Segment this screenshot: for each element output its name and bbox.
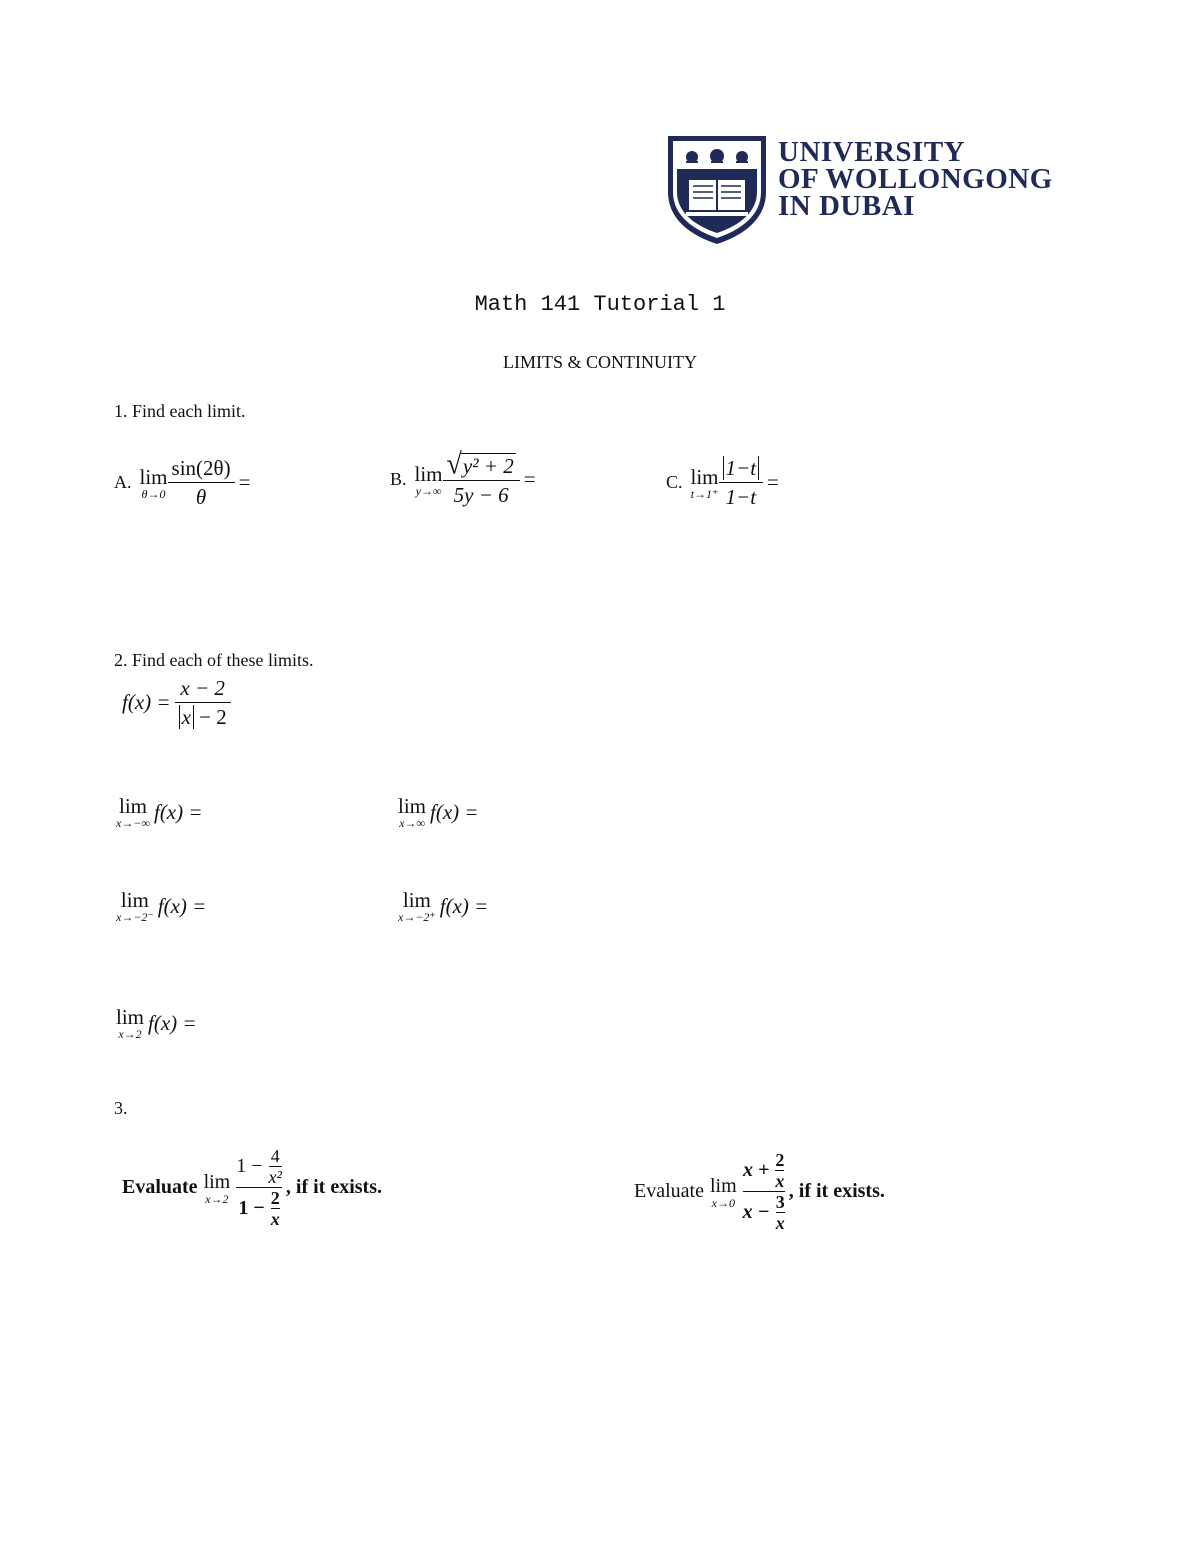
function-lhs: f(x) = [122, 690, 171, 714]
lim-subscript: x→∞ [399, 816, 425, 830]
if-exists-text: , if it exists. [285, 1176, 382, 1198]
equals-sign: = [238, 470, 251, 494]
logo-line-1: UNIVERSITY [778, 136, 966, 168]
university-logo [664, 132, 1074, 247]
numerator: x − 2 [180, 676, 225, 700]
inner-denominator: x [775, 1213, 785, 1233]
compound-denominator [743, 1192, 785, 1233]
q1-a-label: A. [114, 472, 132, 492]
limit-operator [415, 463, 443, 497]
lim-word: lim [118, 794, 147, 818]
q1-prompt: 1. Find each limit. [114, 401, 246, 421]
numerator-one: 1 − [236, 1155, 263, 1177]
denominator [175, 703, 231, 729]
limit-operator [204, 1171, 231, 1205]
compound-denominator [238, 1188, 279, 1229]
numerator [443, 448, 520, 481]
absolute-value: 1−t [723, 456, 760, 480]
q1-b-label: B. [390, 469, 407, 489]
limit-expression: f(x) = [153, 799, 203, 824]
fraction [719, 456, 764, 509]
inner-denominator: x² [268, 1167, 282, 1187]
q2-limit-4 [398, 889, 488, 923]
lim-subscript: x→−2⁻ [116, 910, 154, 924]
radicand: y² + 2 [462, 454, 514, 478]
lim-word: lim [203, 1170, 231, 1193]
if-exists-text: , if it exists. [788, 1180, 885, 1202]
lim-subscript: x→2 [118, 1027, 142, 1041]
logo-line-3: IN DUBAI [778, 190, 915, 222]
evaluate-label: Evaluate [122, 1176, 198, 1198]
lim-subscript: x→−∞ [116, 816, 150, 830]
inner-numerator: 3 [775, 1192, 785, 1212]
inner-denominator: x [775, 1171, 785, 1191]
equals-sign: = [767, 470, 779, 494]
limit-expression: f(x) = [439, 893, 489, 918]
numerator [719, 456, 764, 482]
page-title: Math 141 Tutorial 1 [474, 292, 726, 317]
denominator-x: x − [742, 1201, 770, 1223]
q2-function-definition [122, 676, 231, 729]
numerator: sin(2θ) [171, 456, 231, 480]
compound-fraction [743, 1150, 785, 1233]
limit-operator [116, 889, 154, 923]
lim-subscript: y→∞ [415, 483, 442, 498]
fraction [443, 448, 520, 507]
limit-expression: f(x) = [148, 1010, 197, 1035]
evaluate-label: Evaluate [634, 1180, 704, 1202]
numerator-x: x + [743, 1159, 770, 1181]
q2-limit-1 [116, 795, 203, 829]
page-subtitle: LIMITS & CONTINUITY [503, 352, 697, 372]
inner-fraction [776, 1192, 785, 1233]
inner-numerator: 2 [270, 1188, 280, 1208]
inner-fraction [269, 1146, 282, 1187]
lim-word: lim [398, 794, 427, 818]
lim-word: lim [414, 461, 443, 486]
limit-operator [691, 466, 719, 500]
fraction [168, 456, 235, 509]
lim-word: lim [690, 464, 719, 489]
lim-word: lim [402, 888, 431, 912]
lim-subscript: x→0 [711, 1195, 735, 1210]
q2-prompt: 2. Find each of these limits. [114, 650, 314, 670]
limit-operator [140, 466, 168, 500]
lim-subscript: t→1⁺ [690, 486, 719, 501]
q2-limit-2 [398, 795, 479, 829]
logo-line-2: OF WOLLONGONG [778, 163, 1053, 195]
radical-sign-icon: √ [446, 448, 462, 481]
q1-c-label: C. [666, 472, 683, 492]
lim-subscript: x→2 [205, 1191, 229, 1206]
equals-sign: = [523, 467, 536, 491]
denominator: θ [195, 485, 207, 509]
absolute-value: x [179, 705, 194, 729]
crest-icon [664, 132, 770, 246]
fraction [175, 676, 231, 729]
q2-limit-3 [116, 889, 206, 923]
compound-fraction [236, 1146, 282, 1229]
denominator-rest: − 2 [199, 705, 227, 729]
q1-part-c [666, 456, 779, 509]
limit-expression: f(x) = [430, 799, 479, 824]
limit-operator [116, 1006, 144, 1040]
limit-operator [116, 795, 150, 829]
inner-denominator: x [270, 1209, 280, 1229]
limit-expression: f(x) = [157, 893, 207, 918]
inner-numerator: 2 [775, 1150, 785, 1170]
denominator-one: 1 − [238, 1197, 265, 1219]
lim-subscript: x→−2⁺ [398, 910, 436, 924]
compound-numerator [236, 1146, 282, 1187]
limit-operator [398, 889, 436, 923]
inner-fraction [775, 1150, 784, 1191]
q3-right-problem [634, 1150, 885, 1233]
denominator: 1−t [725, 485, 757, 509]
lim-word: lim [709, 1174, 737, 1197]
inner-numerator: 4 [270, 1146, 280, 1166]
denominator: 5y − 6 [453, 483, 509, 507]
q1-part-b [390, 448, 536, 507]
limit-operator [710, 1175, 737, 1209]
lim-word: lim [120, 888, 149, 912]
lim-word: lim [139, 464, 168, 489]
q1-part-a [114, 456, 250, 509]
q3-prompt: 3. [114, 1098, 128, 1118]
compound-numerator [743, 1150, 784, 1191]
lim-subscript: θ→0 [141, 486, 166, 501]
inner-fraction [271, 1188, 280, 1229]
limit-operator [398, 795, 426, 829]
q3-left-problem [122, 1146, 382, 1229]
q2-limit-5 [116, 1006, 197, 1040]
square-root [446, 448, 516, 481]
lim-word: lim [116, 1005, 145, 1029]
